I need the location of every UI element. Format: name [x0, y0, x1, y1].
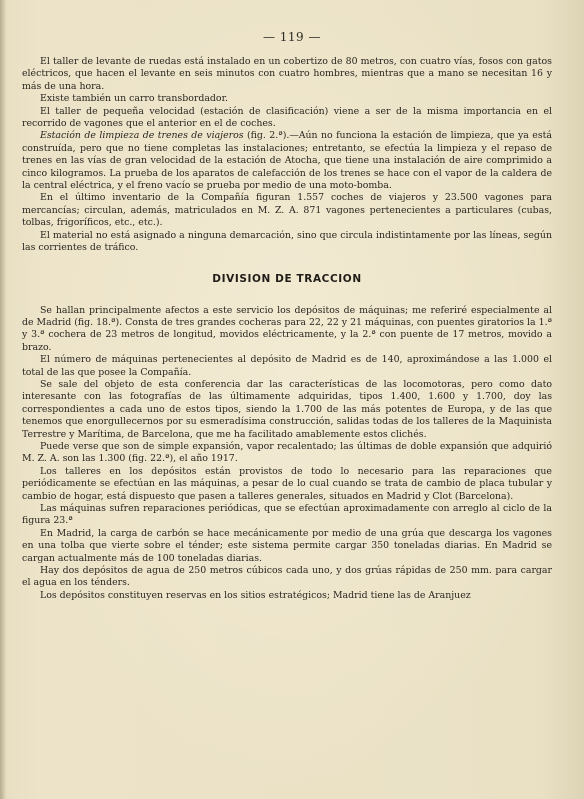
paragraph: Se hallan principalmente afectos a este servicio los depósitos de máquinas; me referiré especialmente al de Madrid (fig. 18.ª). Consta de tres grandes cocheras para 22, 22 y 21 máquinas, con puentes giratorios la 1.ª y 3.ª cochera de 23 metros de longitud, movidos eléctricamente, y la 2.ª con puente de 17 metros, movido a brazo. [22, 304, 552, 353]
paragraph: Hay dos depósitos de agua de 250 metros cúbicos cada uno, y dos grúas rápidas de 250 mm. para cargar el agua en los ténders. [22, 565, 552, 589]
paragraph: El taller de levante de ruedas está instalado en un cobertizo de 80 metros, con cuatro vías, fosos con gatos eléctricos, que hacen el levante en seis minutos con cuatro hombres, mientras que a mano se necesitan 16 y más de una hora. [22, 56, 552, 92]
body-text [22, 56, 552, 602]
paragraph: Los talleres en los depósitos están provistos de todo lo necesario para las reparaciones que periódicamente se efectúan en las máquinas, a pesar de lo cual cuando se trata de cambio de placa tubular y cambio de hogar, está dispuesto que pasen a talleres generales, situados en Madrid y Clot (Barcelona). [22, 465, 552, 502]
paragraph: Los depósitos constituyen reservas en los sitios estratégicos; Madrid tiene las de Aranjuez [40, 589, 471, 601]
page-edge-shadow [0, 0, 6, 799]
section-title: DIVISION DE TRACCION [212, 272, 362, 285]
paragraph: Se sale del objeto de esta conferencia dar las características de las locomotoras, pero como dato interesante con las fotografías de las últimamente adquiridas, tipos 1.400, 1.600 y 1.700, doy las correspondientes a cada uno de estos tipos, siendo la 1.700 de las más potentes de Europa, y de las que tenemos que enorgullecernos por su esmeradísima construcción, salidas todas de los talleres de la Maquinista Terrestre y Marítima, de Barcelona, que me ha facilitado amablemente estos clichés. [22, 378, 552, 440]
page-number: — 119 — [262, 30, 322, 44]
paragraph [22, 130, 552, 192]
paragraph: Puede verse que son de simple expansión, vapor recalentado; las últimas de doble expansión que adquirió M. Z. A. son las 1.300 (fig. 22.ª), el año 1917. [22, 440, 552, 465]
paragraph: El taller de pequeña velocidad (estación de clasificación) viene a ser de la misma importancia en el recorrido de vagones que el anterior en el de coches. [22, 105, 552, 130]
paragraph-italic-heading: Estación de limpieza de trenes de viajeros [40, 130, 244, 142]
paragraph: En Madrid, la carga de carbón se hace mecánicamente por medio de una grúa que descarga los vagones en una tolba que vierte sobre el ténder; este sistema permite cargar 350 toneladas diarias. En Madrid se cargan actualmente más de 100 toneladas diarias. [22, 527, 552, 564]
paragraph-text: (fig. 2.ª).—Aún no funciona la estación de limpieza, que ya está construída, pero que no tiene completas las instalaciones; entretanto, se efectúa la limpieza y el repaso de trenes en las vías de gran velocidad de la estación de Atocha, que tiene una instalación de aire comprimido a cinco kilogramos. La prueba de los aparatos de calefacción de los trenes se hace con el vapor de la caldera de la central eléctrica, y el freno vacío se prueba por medio de una moto-bomba. [22, 130, 553, 192]
paragraph: El número de máquinas pertenecientes al depósito de Madrid es de 140, aproximándose a las 1.000 el total de las que posee la Compañía. [22, 354, 552, 378]
paragraph: Existe también un carro transbordador. [40, 93, 229, 105]
paragraph: En el último inventario de la Compañía figuran 1.557 coches de viajeros y 23.500 vagones para mercancías; circulan, además, matriculados en M. Z. A. 871 vagones pertenecientes a particulares (cubas, tolbas, frigoríficos, etc., etc.). [22, 192, 552, 229]
paragraph: Las máquinas sufren reparaciones periódicas, que se efectúan aproximadamente con arreglo al ciclo de la figura 23.ª [22, 503, 552, 527]
paragraph: El material no está asignado a ninguna demarcación, sino que circula indistintamente por las líneas, según las corrientes de tráfico. [22, 229, 552, 254]
